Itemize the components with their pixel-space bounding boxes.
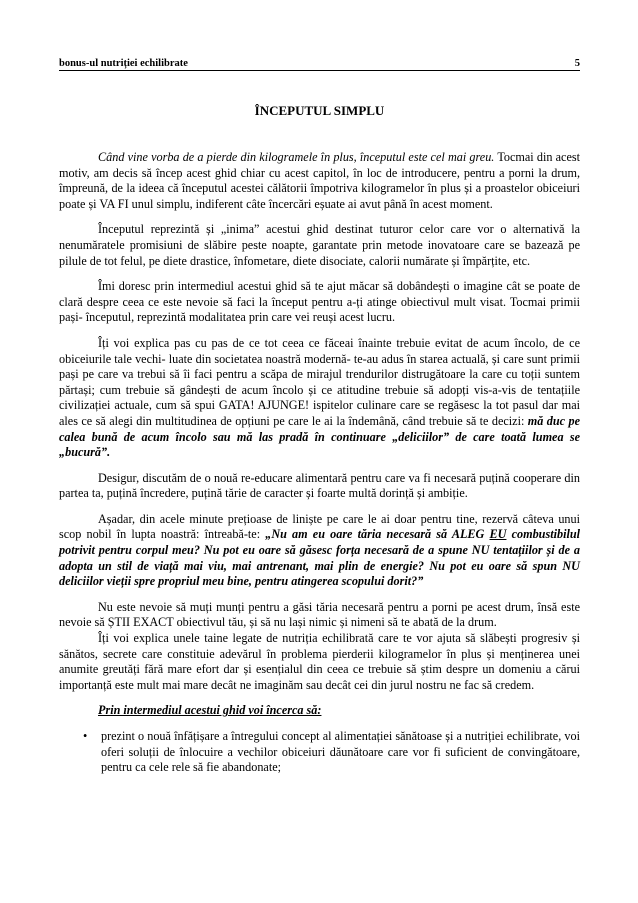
paragraph-8: Îți voi explica unele taine legate de nutriția echilibrată care te vor ajuta să slăbești progresiv și sănătos, secrete care constituie adevărul în problema pierderii kilogramelor în plus și menținerea unei anumite greutăți fără mare efort dar și esențialul din ceea ce trebuie să știm despre un domeniu a cărui importanță este mult mai mare decât ne imaginăm sau decât cei din jurul nostru ne fac să credem. [59,631,580,692]
paragraph-4-emphasis: mă duc pe calea bună de acum încolo sau mă las pradă în continuare „deliciilor” de care toată lumea se „bucură”. [59,413,581,460]
paragraph-5: Desigur, discutăm de o nouă re-educare alimentară pentru care va fi necesară puțină cooperare din partea ta, puțină încredere, puțină tărie de caracter și foarte multă dorință și ambiție. [59,470,580,501]
bullet-item [59,729,580,776]
running-header [59,58,580,71]
paragraph-4-text: Îți voi explica pas cu pas de ce tot ceea ce făceai înainte trebuie evitat de acum încolo, de ce obiceiurile tale vechi- luate din societatea noastră modernă- te-au adus în starea actuală, și care sunt primii pași pe care va trebui să îi faci pentru a scăpa de mirajul trendurilor distrugătoare la care cu toții suntem părtași; cum trebuie să gândești de acum încolo și ce atitudine trebuie să adopți vis-a-vis de tentațiile civilizației actuale, cum să spui GATA! AJUNGE! ispitelor culinare care se regăsesc la tot pasul dar mai ales ce să alegi din multitudinea de opțiuni pe care le ai la îndemână, când trebuie să te decizi: [59,335,580,428]
paragraph-6-text: Așadar, din acele minute prețioase de liniște pe care le ai doar pentru tine, rezervă câteva unui scop nobil în lupta noastră: întreabă-te: [59,511,580,542]
paragraph-7: Nu este nevoie să muți munți pentru a găsi tăria necesară pentru a porni pe acest drum, însă este nevoie să ȘTII EXACT obiectivul tău, și să nu lași nimic și nimeni să te abată de la drum. [59,599,580,630]
bullet-text: prezint o nouă înfățișare a întregului concept al alimentației sănătoase și a nutriției echilibrate, voi oferi soluții de înlocuire a vechilor obiceiuri dăunătoare care vor fi suficient de convingătoare, pentru ca cele rele să fie abandonate; [101,729,580,775]
guide-intro-heading: Prin intermediul acestui ghid voi încerca să: [98,703,322,718]
page-number: 5 [574,58,580,69]
bullet-dot-icon: • [83,729,88,743]
chapter-title: ÎNCEPUTUL SIMPLU [254,103,385,118]
paragraph-2: Începutul reprezintă și „inima” acestui ghid destinat tuturor celor care vor o alternativă la nenumăratele promisiuni de slăbire peste noapte, garantate prin metode inovatoare care se bazează pe pilule de tot felul, pe diete drastice, înfometare, diete disociate, calorii numărate și împărțite, etc. [59,222,580,268]
paragraph-6-question-start: „Nu am eu oare tăria necesară să ALEG [265,527,490,542]
paragraph-4 [59,336,580,461]
paragraph-1 [59,150,580,212]
bullet-list [59,729,580,776]
paragraph-1-italic: Când vine vorba de a pierde din kilogramele în plus, începutul este cel mai greu. [98,150,495,164]
paragraph-1-text: Tocmai din acest motiv, am decis să încep acest ghid chiar cu acest capitol, în loc de introducere, pentru a porni la drum, împreună, de la ideea că începutul acestei călătorii împotriva kilogramelor în plus și a proastelor obiceiuri poate și VA FI unul simplu, indiferent câte încercări eșuate ai avut până în acest moment. [59,150,580,211]
paragraph-3: Îmi doresc prin intermediul acestui ghid să te ajut măcar să dobândești o imagine cât se poate de clară despre ceea ce este nevoie să faci la început pentru a-ți atinge obiectivul mult visat. Tocmai primii pași- începutul, reprezintă modalitatea prin care vei reuși acest lucru. [59,279,580,325]
running-title: bonus-ul nutriției echilibrate [59,58,188,69]
paragraph-6-question-rest: combustibilul potrivit pentru corpul meu? Nu pot eu oare să găsesc forța necesară de a spune NU tentațiilor și de a adopta un stil de viață mai viu, mai antrenant, mai plin de energie? Nu pot eu oare să spun NU deliciilor vieții spre propriul meu bine, pentru atingerea scopului dorit?” [59,527,581,589]
paragraph-6 [59,512,580,590]
paragraph-6-question-underlined: EU [489,527,507,542]
